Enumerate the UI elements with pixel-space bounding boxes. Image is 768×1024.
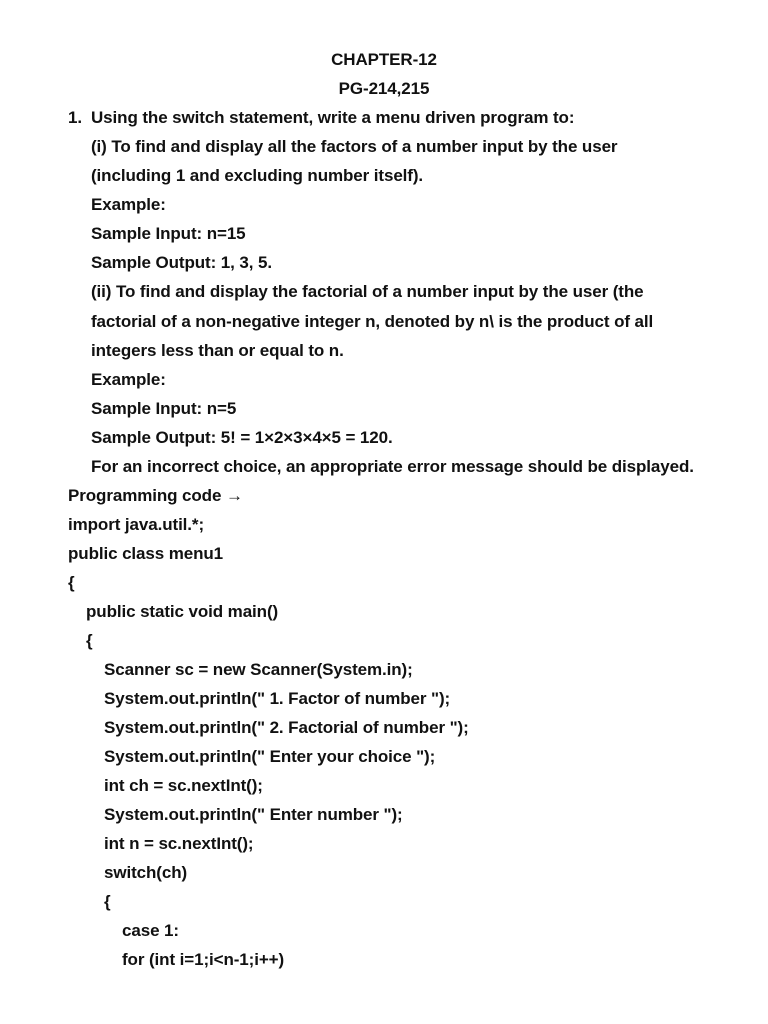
code-line: switch(ch)	[104, 863, 188, 882]
part2-line1: (ii) To find and display the factorial of a number input by the user (the	[91, 282, 644, 301]
code-line: {	[86, 631, 93, 650]
right-arrow-icon: →	[225, 486, 243, 505]
code-heading	[68, 485, 243, 507]
part2-line3: integers less than or equal to n.	[91, 341, 344, 360]
part1-line1: (i) To find and display all the factors of a number input by the user	[91, 137, 618, 156]
example1-label: Example:	[91, 195, 166, 214]
code-line: public static void main()	[86, 602, 279, 621]
chapter-title: CHAPTER-12	[331, 50, 437, 69]
code-line: Scanner sc = new Scanner(System.in);	[104, 660, 413, 679]
code-line: public class menu1	[68, 544, 224, 563]
example1-input: Sample Input: n=15	[91, 224, 246, 243]
page-reference: PG-214,215	[338, 79, 430, 98]
code-line: case 1:	[122, 921, 179, 940]
example2-label: Example:	[91, 370, 166, 389]
example2-output: Sample Output: 5! = 1×2×3×4×5 = 120.	[91, 428, 393, 447]
part2-line2: factorial of a non-negative integer n, denoted by n\ is the product of all	[91, 312, 654, 331]
code-line: System.out.println(" Enter your choice ");	[104, 747, 436, 766]
example1-output: Sample Output: 1, 3, 5.	[91, 253, 272, 272]
code-line: import java.util.*;	[68, 515, 205, 534]
code-heading-label: Programming code	[68, 486, 222, 505]
code-line: System.out.println(" Enter number ");	[104, 805, 403, 824]
code-line: int n = sc.nextInt();	[104, 834, 254, 853]
part1-line2: (including 1 and excluding number itself).	[91, 166, 424, 185]
code-line: for (int i=1;i<n-1;i++)	[122, 950, 285, 969]
question-intro: Using the switch statement, write a menu driven program to:	[91, 108, 575, 127]
code-line: {	[68, 573, 75, 592]
code-line: System.out.println(" 1. Factor of number ");	[104, 689, 451, 708]
code-line: {	[104, 892, 111, 911]
example2-input: Sample Input: n=5	[91, 399, 237, 418]
code-line: System.out.println(" 2. Factorial of number ");	[104, 718, 469, 737]
question-number: 1.	[68, 108, 82, 127]
code-line: int ch = sc.nextInt();	[104, 776, 263, 795]
error-note: For an incorrect choice, an appropriate error message should be displayed.	[91, 457, 694, 476]
